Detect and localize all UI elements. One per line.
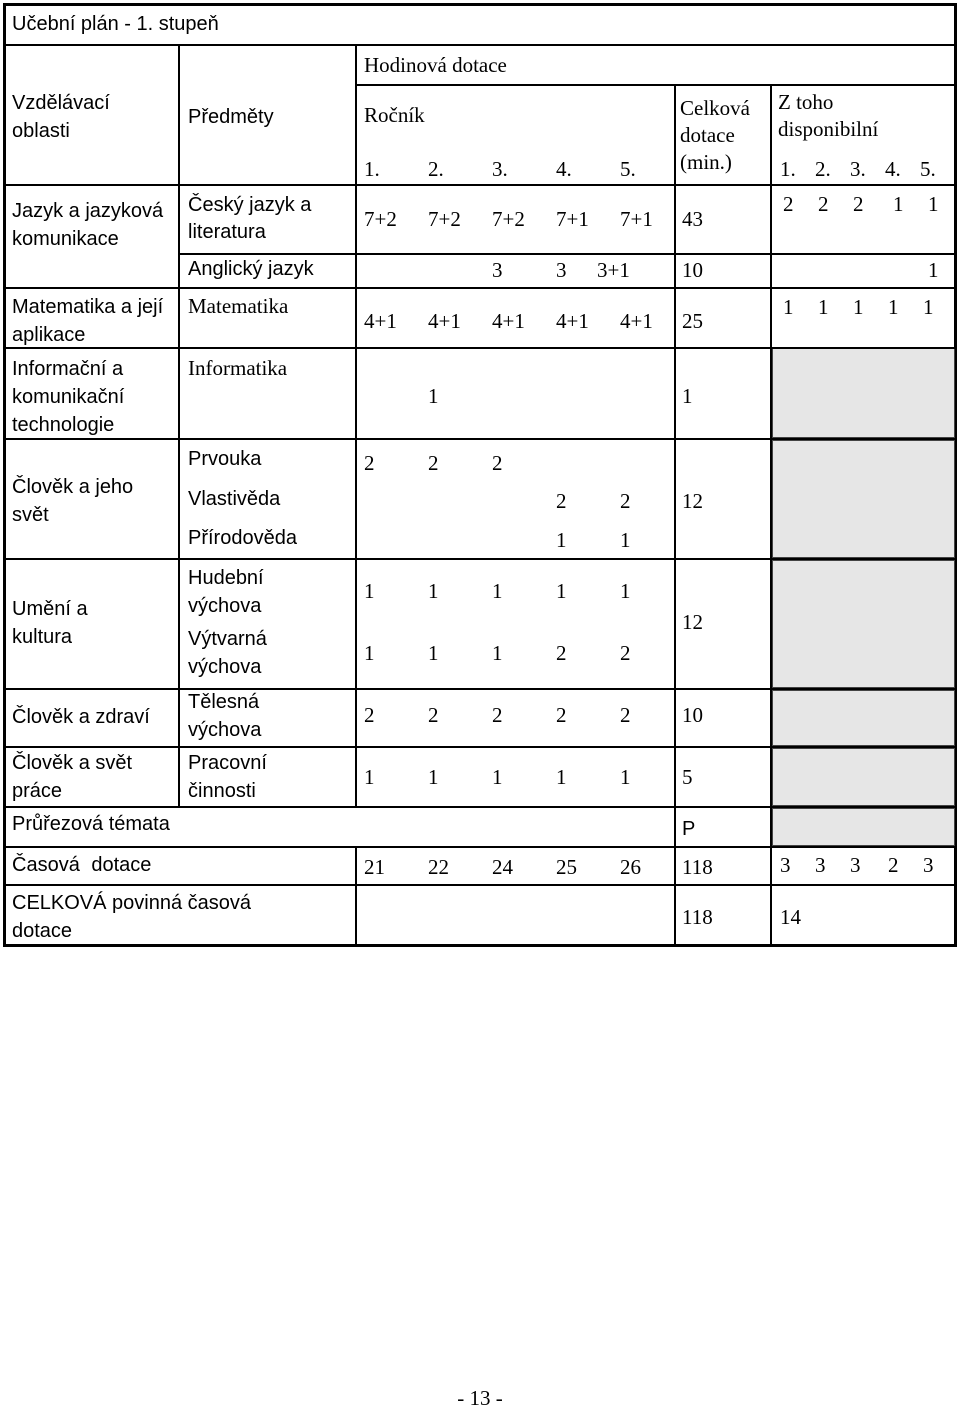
- subject-vytvarna: Výtvarná výchova: [188, 628, 267, 678]
- header-total: Celková dotace (min.): [680, 96, 750, 174]
- area-clovek-svet: Člověk a jeho svět: [12, 476, 134, 526]
- subject-pracovni: Pracovní činnosti: [188, 752, 267, 802]
- casova-total: 118: [682, 855, 713, 879]
- year-1: 1.: [364, 157, 380, 181]
- casova-avail-5: 3: [923, 853, 934, 877]
- celkova-total: 118: [682, 905, 713, 929]
- area-informatika: Informační a komunikační technologie: [12, 358, 125, 436]
- area-matematika: Matematika a její aplikace: [12, 296, 164, 346]
- total-pracovni: 5: [682, 765, 693, 789]
- total-clovek-svet: 12: [682, 489, 703, 513]
- subject-hudebni: Hudební výchova: [188, 567, 264, 617]
- year-3: 3.: [492, 157, 508, 181]
- hours-prac-3: 1: [492, 765, 503, 789]
- hours-vyt-4: 2: [556, 641, 567, 665]
- avail-year-2: 2.: [815, 157, 831, 181]
- shade-umeni: [772, 560, 955, 688]
- avail-anglicky-5: 1: [928, 258, 939, 282]
- avail-mat-1: 1: [783, 295, 794, 319]
- page-title: Učební plán - 1. stupeň: [12, 13, 219, 35]
- hours-tel-1: 2: [364, 703, 375, 727]
- hours-cesky-4: 7+1: [556, 207, 589, 231]
- casova-label: Časová dotace: [12, 854, 152, 876]
- hours-prac-2: 1: [428, 765, 439, 789]
- avail-year-5: 5.: [920, 157, 936, 181]
- avail-cesky-4: 1: [893, 192, 904, 216]
- casova-avail-1: 3: [780, 853, 791, 877]
- page-number: - 13 -: [457, 1386, 503, 1410]
- casova-4: 25: [556, 855, 577, 879]
- total-anglicky: 10: [682, 258, 703, 282]
- casova-2: 22: [428, 855, 449, 879]
- avail-mat-2: 1: [818, 295, 829, 319]
- hours-cesky-1: 7+2: [364, 207, 397, 231]
- casova-avail-2: 3: [815, 853, 826, 877]
- subject-anglicky: Anglický jazyk: [188, 258, 314, 280]
- hours-vyt-3: 1: [492, 641, 503, 665]
- shade-informatika: [772, 348, 955, 438]
- casova-avail-3: 3: [850, 853, 861, 877]
- total-mat: 25: [682, 309, 703, 333]
- celkova-label: CELKOVÁ povinná časová dotace: [12, 892, 252, 942]
- shade-clovek-svet: [772, 440, 955, 558]
- hours-hud-5: 1: [620, 579, 631, 603]
- hours-prvouka-1: 2: [364, 451, 375, 475]
- hours-hud-3: 1: [492, 579, 503, 603]
- hours-vyt-2: 1: [428, 641, 439, 665]
- hours-info-2: 1: [428, 384, 439, 408]
- total-umeni: 12: [682, 610, 703, 634]
- casova-1: 21: [364, 855, 385, 879]
- hours-cesky-3: 7+2: [492, 207, 525, 231]
- total-cesky: 43: [682, 207, 703, 231]
- avail-mat-4: 1: [888, 295, 899, 319]
- subject-cesky: Český jazyk a literatura: [188, 194, 312, 243]
- hours-mat-4: 4+1: [556, 309, 589, 333]
- year-2: 2.: [428, 157, 444, 181]
- hours-prir-5: 1: [620, 528, 631, 552]
- casova-3: 24: [492, 855, 513, 879]
- avail-mat-3: 1: [853, 295, 864, 319]
- hours-prvouka-2: 2: [428, 451, 439, 475]
- avail-mat-5: 1: [923, 295, 934, 319]
- avail-cesky-2: 2: [818, 192, 829, 216]
- hours-cesky-2: 7+2: [428, 207, 461, 231]
- area-jazyk: Jazyk a jazyková komunikace: [12, 200, 164, 250]
- hours-cesky-5: 7+1: [620, 207, 653, 231]
- hours-tel-4: 2: [556, 703, 567, 727]
- casova-5: 26: [620, 855, 641, 879]
- hours-tel-3: 2: [492, 703, 503, 727]
- hours-tel-2: 2: [428, 703, 439, 727]
- hours-vyt-1: 1: [364, 641, 375, 665]
- hours-vlast-5: 2: [620, 489, 631, 513]
- avail-year-1: 1.: [780, 157, 796, 181]
- hours-hud-4: 1: [556, 579, 567, 603]
- hours-hud-2: 1: [428, 579, 439, 603]
- header-areas: Vzdělávací oblasti: [12, 92, 110, 142]
- avail-year-4: 4.: [885, 157, 901, 181]
- hours-mat-2: 4+1: [428, 309, 461, 333]
- hours-tel-5: 2: [620, 703, 631, 727]
- avail-year-3: 3.: [850, 157, 866, 181]
- area-zdravi: Člověk a zdraví: [12, 706, 150, 728]
- subject-prvouka: Prvouka: [188, 448, 262, 470]
- shade-prace: [772, 748, 955, 806]
- celkova-avail: 14: [780, 905, 801, 929]
- total-info: 1: [682, 384, 693, 408]
- subject-matematika: Matematika: [188, 294, 289, 318]
- header-subjects: Předměty: [188, 106, 274, 128]
- header-hours: Hodinová dotace: [364, 53, 507, 77]
- area-prace: Člověk a svět práce: [12, 752, 133, 802]
- hours-mat-3: 4+1: [492, 309, 525, 333]
- hours-mat-5: 4+1: [620, 309, 653, 333]
- subject-vlastiveda: Vlastivěda: [188, 488, 281, 510]
- avail-cesky-3: 2: [853, 192, 864, 216]
- total-telesna: 10: [682, 703, 703, 727]
- hours-prvouka-3: 2: [492, 451, 503, 475]
- hours-anglicky-3: 3: [492, 258, 503, 282]
- hours-vyt-5: 2: [620, 641, 631, 665]
- subject-telesna: Tělesná výchova: [188, 691, 262, 741]
- subject-informatika: Informatika: [188, 356, 288, 380]
- year-5: 5.: [620, 157, 636, 181]
- hours-prac-1: 1: [364, 765, 375, 789]
- avail-cesky-1: 2: [783, 192, 794, 216]
- prurezova-label: Průřezová témata: [12, 813, 170, 835]
- hours-prac-5: 1: [620, 765, 631, 789]
- subject-prirodoveda: Přírodověda: [188, 527, 297, 549]
- shade-zdravi: [772, 690, 955, 746]
- hours-anglicky-4: 3: [556, 258, 567, 282]
- hours-prac-4: 1: [556, 765, 567, 789]
- hours-anglicky-5: 3+1: [597, 258, 630, 282]
- area-umeni: Umění a kultura: [12, 598, 88, 648]
- hours-prir-4: 1: [556, 528, 567, 552]
- year-4: 4.: [556, 157, 572, 181]
- avail-cesky-5: 1: [928, 192, 939, 216]
- hours-vlast-4: 2: [556, 489, 567, 513]
- hours-mat-1: 4+1: [364, 309, 397, 333]
- casova-avail-4: 2: [888, 853, 899, 877]
- prurezova-total: P: [682, 818, 696, 840]
- header-grade: Ročník: [364, 103, 425, 127]
- shade-prurezova: [772, 808, 955, 846]
- hours-hud-1: 1: [364, 579, 375, 603]
- header-available: Z toho disponibilní: [778, 90, 879, 141]
